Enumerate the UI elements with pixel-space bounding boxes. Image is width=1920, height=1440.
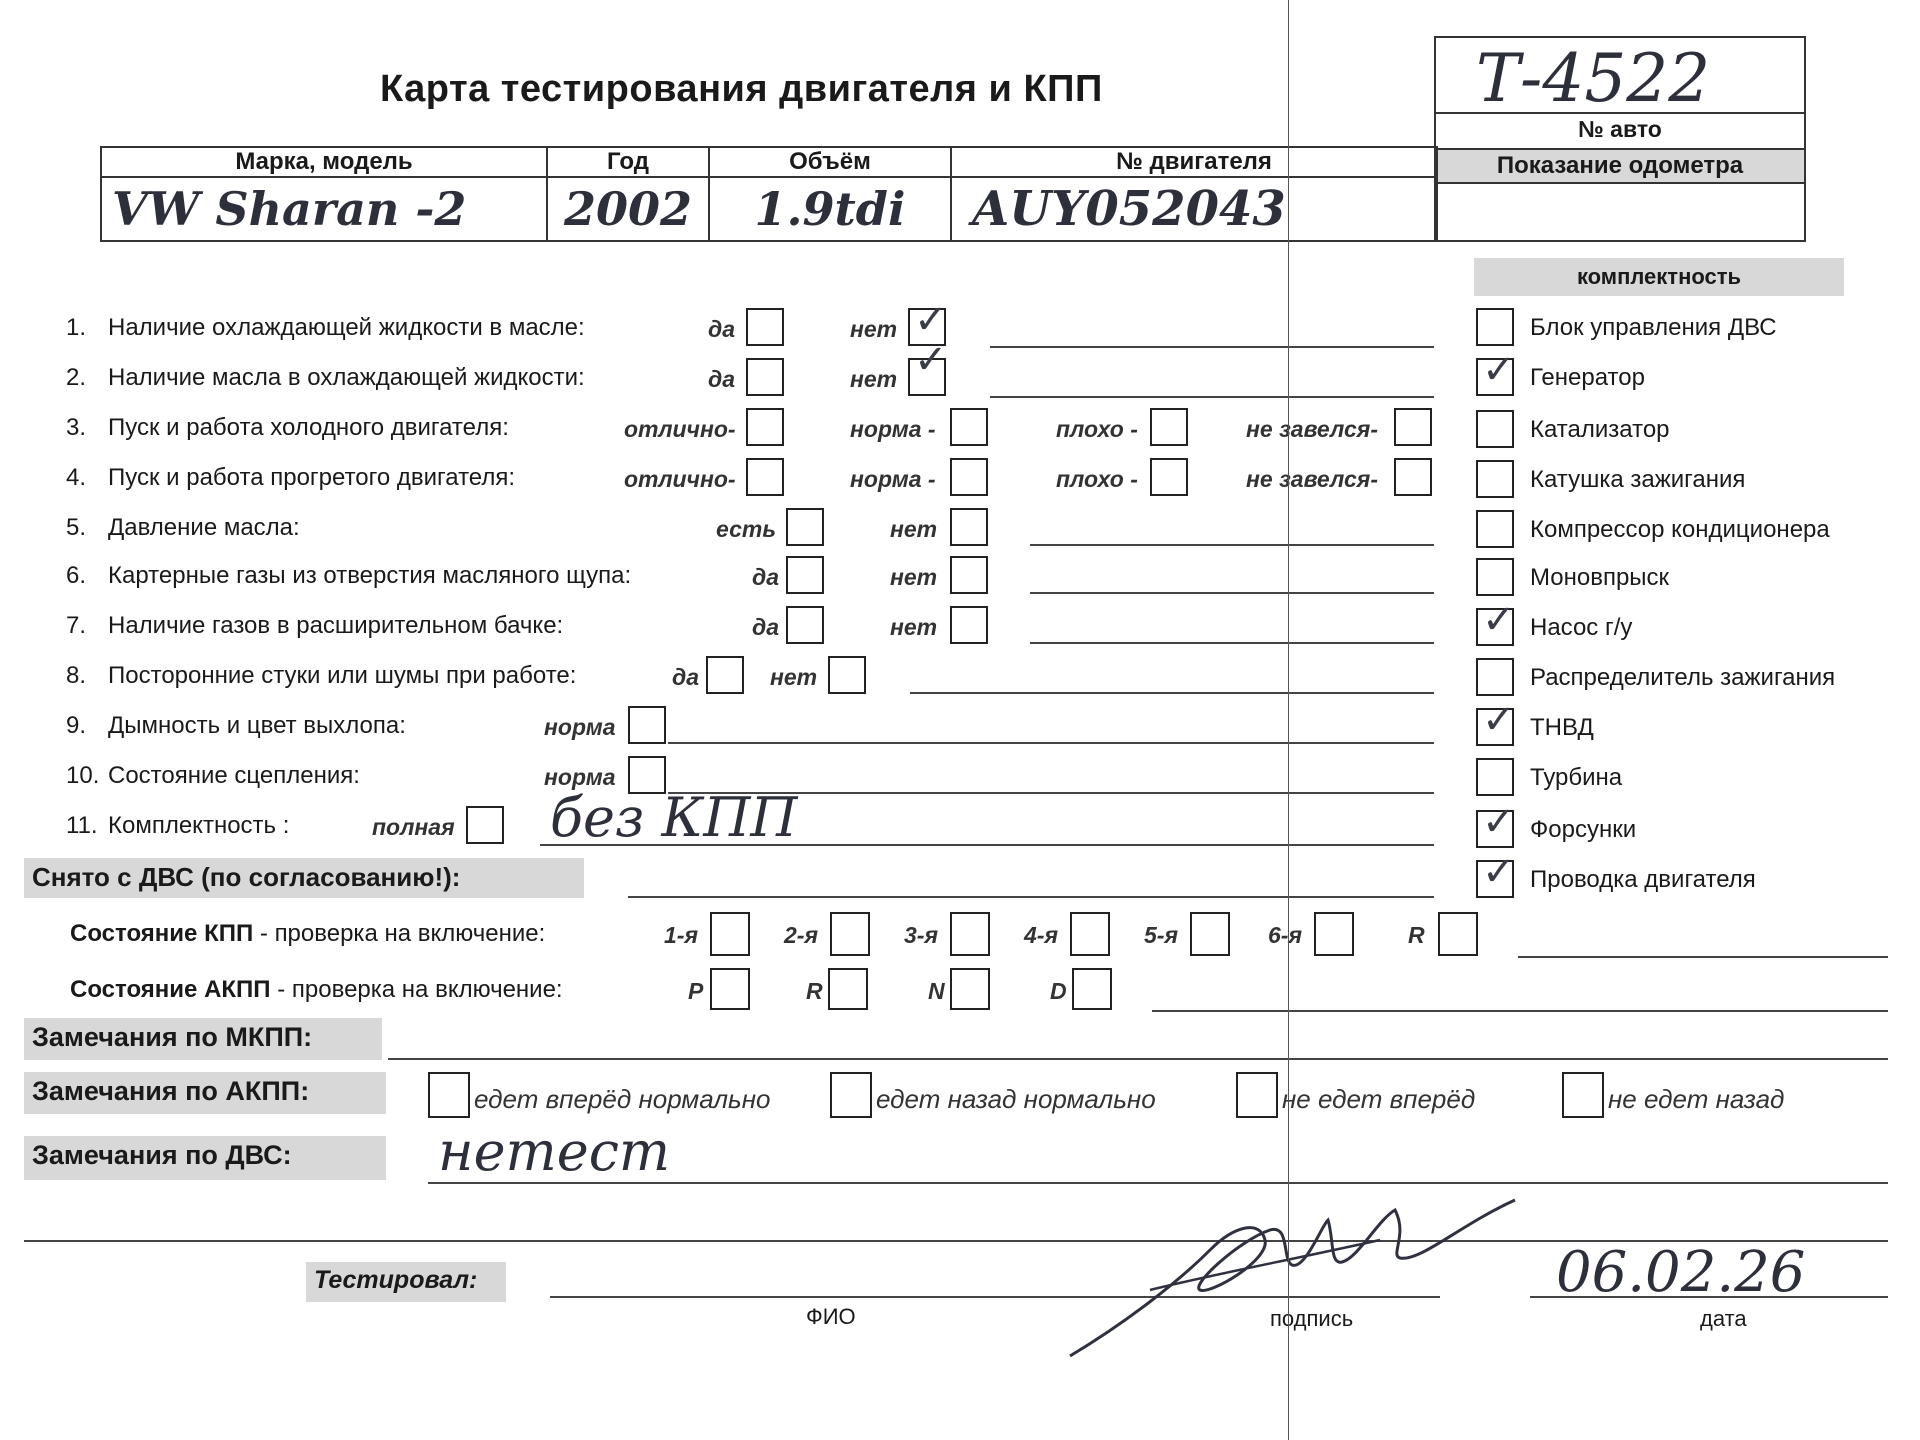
q11-full-checkbox[interactable] [466,806,504,844]
kit-title: комплектность [1474,258,1844,296]
q1-notes-line[interactable] [990,346,1434,348]
q3-nostart-checkbox[interactable] [1394,408,1432,446]
akpp-option-checkbox[interactable] [830,1072,872,1118]
q5-notes-line[interactable] [1030,544,1434,546]
col-engine-header: № двигателя [951,147,1437,177]
q10-norm-label: норма [544,764,616,790]
kpp-gear-checkbox[interactable] [830,912,870,956]
q5-no-checkbox[interactable] [950,508,988,546]
q1-label: Наличие охлаждающей жидкости в масле: [108,314,585,341]
date-label: дата [1700,1306,1747,1331]
kit-item-label: Проводка двигателя [1530,866,1756,893]
kit-item-label: Форсунки [1530,816,1637,843]
q11-label: Комплектность : [108,812,290,839]
akpp-option-label: едет назад нормально [876,1084,1156,1114]
q3-normal-label: норма - [850,416,936,442]
q3-excellent-checkbox[interactable] [746,408,784,446]
q4-label: Пуск и работа прогретого двигателя: [108,464,516,491]
remarks-mkpp-line[interactable] [388,1058,1888,1060]
akpp-option-label: не едет назад [1608,1084,1785,1114]
q10-number: 10. [66,762,100,789]
q6-notes-line[interactable] [1030,592,1434,594]
kit-checkbox[interactable] [1476,510,1514,548]
akpp-option-label: не едет вперёд [1282,1084,1476,1114]
kpp-gear-label: 6-я [1268,922,1302,948]
akpp-mode-label: R [806,978,823,1004]
q9-label: Дымность и цвет выхлопа: [108,712,406,739]
q11-handwritten-note: без КПП [550,786,798,849]
document-title: Карта тестирования двигателя и КПП [380,68,1103,110]
q4-bad-label: плохо - [1056,466,1138,492]
q5-no-label: нет [890,516,938,542]
odometer-label: Показание одометра [1436,148,1804,184]
vehicle-info-table [100,146,1438,242]
akpp-option-checkbox[interactable] [1562,1072,1604,1118]
kit-item-label: ТНВД [1530,714,1594,741]
kpp-notes-line[interactable] [1518,956,1888,958]
q4-nostart-label: не завелся- [1246,466,1378,492]
q8-yes-checkbox[interactable] [706,656,744,694]
kit-item-label: Моновпрыск [1530,564,1670,591]
removed-notes-line[interactable] [628,896,1434,898]
q9-norm-checkbox[interactable] [628,706,666,744]
q7-number: 7. [66,612,87,639]
q11-number: 11. [66,812,98,839]
q9-number: 9. [66,712,87,739]
kit-item-label: Катушка зажигания [1530,466,1746,493]
q2-label: Наличие масла в охлаждающей жидкости: [108,364,585,391]
kpp-gear-checkbox[interactable] [1190,912,1230,956]
q7-yes-label: да [752,614,780,640]
kit-item-label: Турбина [1530,764,1623,791]
akpp-option-label: едет вперёд нормально [474,1084,771,1114]
q1-yes-checkbox[interactable] [746,308,784,346]
signature-label: подпись [1270,1306,1354,1331]
kit-checkbox[interactable] [1476,410,1514,448]
q6-no-checkbox[interactable] [950,556,988,594]
signature-image [1060,1180,1520,1360]
akpp-mode-label: N [928,978,945,1004]
car-number-label: № авто [1578,116,1662,142]
q3-normal-checkbox[interactable] [950,408,988,446]
q10-label: Состояние сцепления: [108,762,360,789]
q8-label: Посторонние стуки или шумы при работе: [108,662,577,689]
akpp-option-checkbox[interactable] [1236,1072,1278,1118]
remarks-dvs-label: Замечания по ДВС: [24,1136,386,1180]
q11-notes-line[interactable] [540,844,1434,846]
kit-checkmark: ✓ [1482,697,1516,743]
fio-label: ФИО [806,1304,856,1329]
akpp-mode-label: P [688,978,704,1004]
kpp-gear-checkbox[interactable] [1070,912,1110,956]
akpp-mode-checkbox[interactable] [710,968,750,1010]
date-value: 06.02.26 [1556,1240,1806,1305]
kpp-label: Состояние КПП - проверка на включение: [70,920,546,947]
q1-number: 1. [66,314,87,341]
q8-no-checkbox[interactable] [828,656,866,694]
col-model-header: Марка, модель [101,147,547,177]
volume-value: 1.9tdi [709,177,951,241]
remarks-mkpp-label: Замечания по МКПП: [24,1018,382,1060]
q5-yes-checkbox[interactable] [786,508,824,546]
kit-checkbox[interactable] [1476,558,1514,596]
col-year-header: Год [547,147,709,177]
kit-item-label: Распределитель зажигания [1530,664,1836,691]
kpp-gear-label: 3-я [904,922,938,948]
q8-notes-line[interactable] [910,692,1434,694]
kit-checkmark: ✓ [1482,799,1516,845]
akpp-mode-label: D [1050,978,1067,1004]
kit-checkmark: ✓ [1482,597,1516,643]
q3-bad-checkbox[interactable] [1150,408,1188,446]
akpp-mode-checkbox[interactable] [1072,968,1112,1010]
remarks-dvs-value: нетест [438,1120,671,1183]
kpp-gear-checkbox[interactable] [710,912,750,956]
kit-item-label: Блок управления ДВС [1530,314,1777,341]
q4-number: 4. [66,464,87,491]
kpp-gear-label: 4-я [1024,922,1058,948]
kpp-gear-label: 1-я [664,922,698,948]
car-number-value: Т-4522 [1476,40,1711,117]
fold-line [1288,0,1289,1440]
q9-norm-label: норма [544,714,616,740]
kit-item-label: Генератор [1530,364,1645,391]
q7-no-checkbox[interactable] [950,606,988,644]
q6-label: Картерные газы из отверстия масляного щупа: [108,562,632,589]
q7-no-label: нет [890,614,938,640]
akpp-mode-checkbox[interactable] [950,968,990,1010]
q3-number: 3. [66,414,87,441]
q1-no-label: нет [850,316,898,342]
kit-checkmark: ✓ [1482,347,1516,393]
q6-number: 6. [66,562,87,589]
kpp-gear-checkbox[interactable] [1314,912,1354,956]
kit-item-label: Катализатор [1530,416,1670,443]
q2-yes-checkbox[interactable] [746,358,784,396]
q3-nostart-label: не завелся- [1246,416,1378,442]
q6-yes-label: да [752,564,780,590]
kit-checkbox[interactable] [1476,758,1514,796]
q5-yes-label: есть [716,516,776,542]
tested-by-label: Тестировал: [306,1262,506,1302]
q4-normal-label: норма - [850,466,936,492]
kit-item-label: Компрессор кондиционера [1530,516,1830,543]
q8-yes-label: да [672,664,700,690]
kpp-gear-checkbox[interactable] [950,912,990,956]
q8-number: 8. [66,662,87,689]
q3-label: Пуск и работа холодного двигателя: [108,414,509,441]
q4-excellent-label: отлично- [624,466,736,492]
kpp-gear-label: R [1408,922,1425,948]
q6-yes-checkbox[interactable] [786,556,824,594]
q2-no-label: нет [850,366,898,392]
year-value: 2002 [547,177,709,241]
q1-yes-label: да [708,316,736,342]
q4-normal-checkbox[interactable] [950,458,988,496]
kit-item-label: Насос г/у [1530,614,1633,641]
q6-no-label: нет [890,564,938,590]
q9-notes-line[interactable] [668,742,1434,744]
q7-yes-checkbox[interactable] [786,606,824,644]
kit-checkmark: ✓ [1482,849,1516,895]
q8-no-label: нет [770,664,818,690]
q4-bad-checkbox[interactable] [1150,458,1188,496]
car-number-box [1434,36,1806,242]
col-volume-header: Объём [709,147,951,177]
q5-label: Давление масла: [108,514,300,541]
engine-value: AUY052043 [951,177,1437,241]
kpp-gear-label: 5-я [1144,922,1178,948]
q2-yes-label: да [708,366,736,392]
kit-checkbox[interactable] [1476,308,1514,346]
q3-bad-label: плохо - [1056,416,1138,442]
model-value: VW Sharan -2 [101,177,547,241]
q1-no-checkmark: ✓ [914,297,948,343]
akpp-mode-checkbox[interactable] [828,968,868,1010]
q7-notes-line[interactable] [1030,642,1434,644]
akpp-notes-line[interactable] [1152,1010,1888,1012]
q11-full-label: полная [372,814,455,840]
kpp-gear-checkbox[interactable] [1438,912,1478,956]
q2-no-checkmark: ✓ [914,337,948,383]
q3-excellent-label: отлично- [624,416,736,442]
kpp-gear-label: 2-я [784,922,818,948]
q2-notes-line[interactable] [990,396,1434,398]
removed-label: Снято с ДВС (по согласованию!): [24,858,584,898]
kit-checkbox[interactable] [1476,658,1514,696]
q2-number: 2. [66,364,87,391]
q7-label: Наличие газов в расширительном бачке: [108,612,564,639]
akpp-label: Состояние АКПП - проверка на включение: [70,976,563,1003]
q5-number: 5. [66,514,87,541]
akpp-option-checkbox[interactable] [428,1072,470,1118]
q4-excellent-checkbox[interactable] [746,458,784,496]
remarks-akpp-label: Замечания по АКПП: [24,1072,386,1114]
kit-checkbox[interactable] [1476,460,1514,498]
q4-nostart-checkbox[interactable] [1394,458,1432,496]
